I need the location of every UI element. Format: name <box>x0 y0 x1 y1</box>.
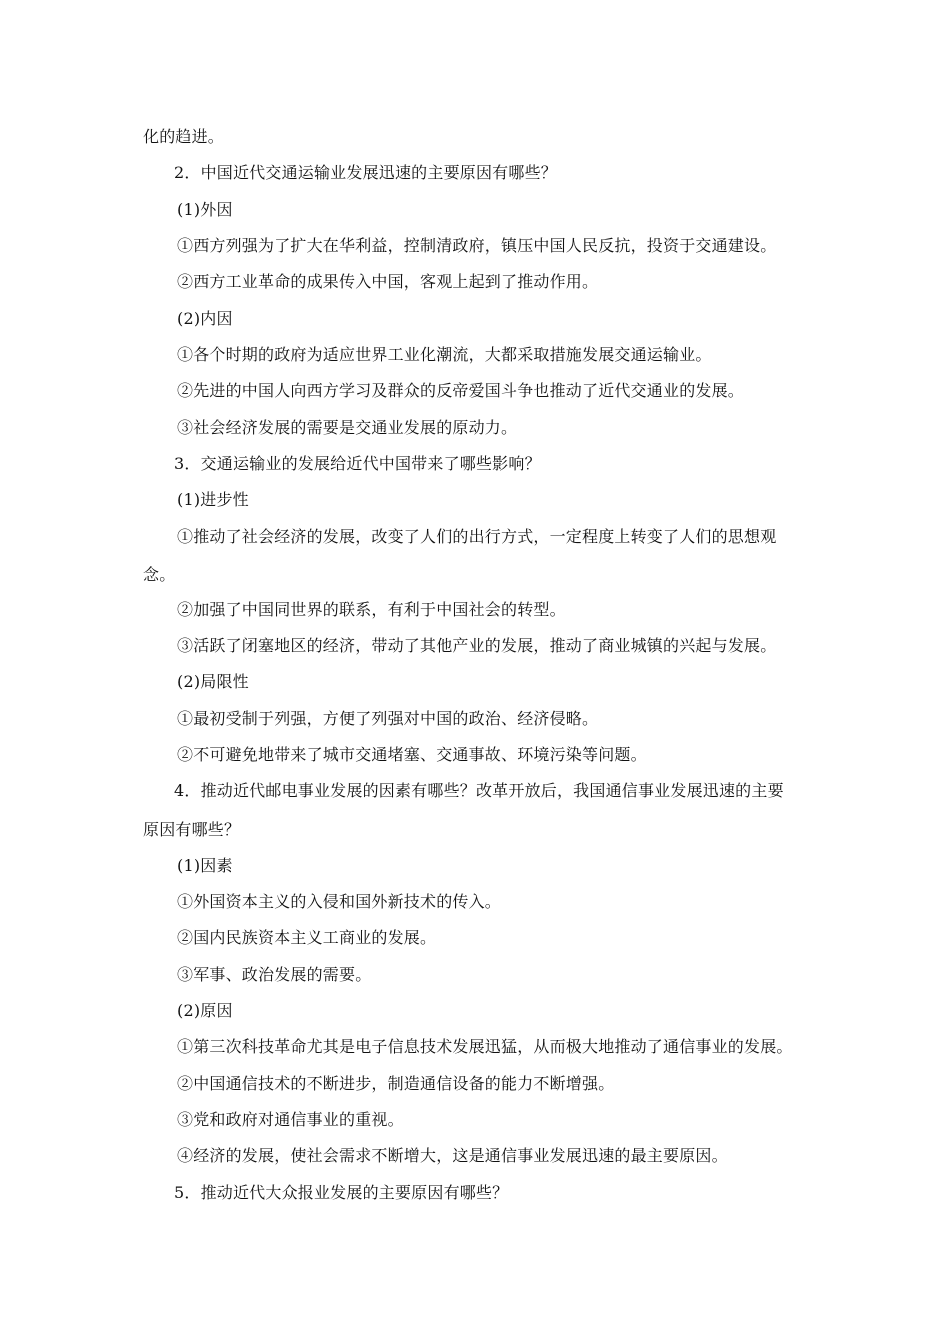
list-item: ③活跃了闭塞地区的经济，带动了其他产业的发展，推动了商业城镇的兴起与发展。 <box>177 636 777 655</box>
section-label: (2)原因 <box>177 1001 233 1020</box>
question-heading: 2．中国近代交通运输业发展迅速的主要原因有哪些？ <box>174 163 557 182</box>
section-label: (2)内因 <box>177 309 233 328</box>
section-label: (2)局限性 <box>177 672 249 691</box>
list-item: ①最初受制于列强，方便了列强对中国的政治、经济侵略。 <box>177 709 599 728</box>
section-label: (1)进步性 <box>177 490 249 509</box>
list-item: ①推动了社会经济的发展，改变了人们的出行方式，一定程度上转变了人们的思想观 <box>177 527 777 546</box>
list-item: ②加强了中国同世界的联系，有利于中国社会的转型。 <box>177 600 566 619</box>
list-item: ②不可避免地带来了城市交通堵塞、交通事故、环境污染等问题。 <box>177 745 647 764</box>
question-heading: 4．推动近代邮电事业发展的因素有哪些？改革开放后，我国通信事业发展迅速的主要 <box>174 781 784 800</box>
section-label: (1)外因 <box>177 200 233 219</box>
list-item: ②先进的中国人向西方学习及群众的反帝爱国斗争也推动了近代交通业的发展。 <box>177 381 745 400</box>
text-line: 原因有哪些？ <box>143 820 241 839</box>
text-line: 念。 <box>143 565 176 584</box>
list-item: ①外国资本主义的入侵和国外新技术的传入。 <box>177 892 502 911</box>
list-item: ②西方工业革命的成果传入中国，客观上起到了推动作用。 <box>177 272 599 291</box>
list-item: ②国内民族资本主义工商业的发展。 <box>177 928 437 947</box>
list-item: ①西方列强为了扩大在华利益，控制清政府，镇压中国人民反抗，投资于交通建设。 <box>177 236 777 255</box>
text-line: 化的趋进。 <box>143 127 225 146</box>
question-heading: 5．推动近代大众报业发展的主要原因有哪些？ <box>174 1183 509 1202</box>
list-item: ③社会经济发展的需要是交通业发展的原动力。 <box>177 418 518 437</box>
list-item: ①第三次科技革命尤其是电子信息技术发展迅猛，从而极大地推动了通信事业的发展。 <box>177 1037 793 1056</box>
list-item: ②中国通信技术的不断进步，制造通信设备的能力不断增强。 <box>177 1074 615 1093</box>
section-label: (1)因素 <box>177 856 233 875</box>
list-item: ①各个时期的政府为适应世界工业化潮流，大都采取措施发展交通运输业。 <box>177 345 712 364</box>
list-item: ④经济的发展，使社会需求不断增大，这是通信事业发展迅速的最主要原因。 <box>177 1146 728 1165</box>
list-item: ③军事、政治发展的需要。 <box>177 965 372 984</box>
question-heading: 3．交通运输业的发展给近代中国带来了哪些影响？ <box>174 454 541 473</box>
list-item: ③党和政府对通信事业的重视。 <box>177 1110 404 1129</box>
